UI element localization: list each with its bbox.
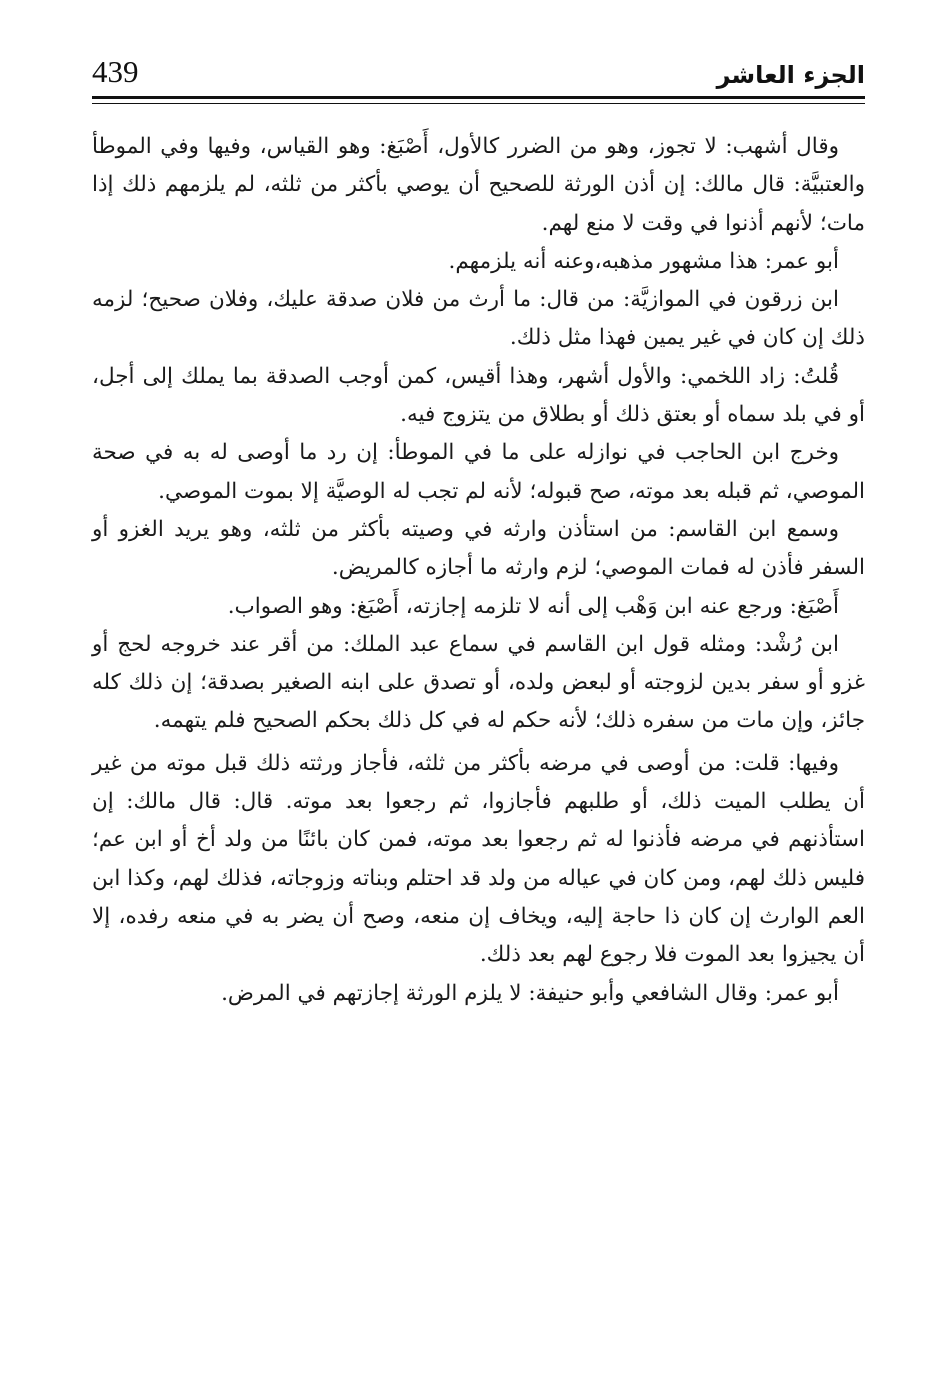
- paragraph: قُلتُ: زاد اللخمي: والأول أشهر، وهذا أقيس، كمن أوجب الصدقة بما يملك إلى أجل، أو في بلد سماه أو بعتق ذلك أو بطلاق من يتزوج فيه.: [92, 363, 865, 428]
- paragraph: وفيها: قلت: من أوصى في مرضه بأكثر من ثلثه، فأجاز ورثته ذلك قبل موته من غير أن يطلب الميت ذلك، أو طلبهم فأجازوا، ثم رجعوا بعد موته. قال: قال مالك: إن استأذنهم في مرضه فأذنوا له ثم رجعوا بعد موته، فمن كان بائنًا من ولد أخ أو ابن عم؛ فليس ذلك لهم، ومن كان في عياله من ولد قد احتلم وبناته وزوجاته، فذلك لهم، وكذا ابن العم الوارث إن كان ذا حاجة إليه، ويخاف إن منعه، وصح أن يضر به في منعه رفده، إلا أن يجيزوا بعد الموت فلا رجوع لهم بعد ذلك.: [92, 750, 865, 968]
- paragraph: وسمع ابن القاسم: من استأذن وارثه في وصيته بأكثر من ثلثه، وهو يريد الغزو أو السفر فأذن له فمات الموصي؛ لزم وارثه ما أجازه كالمريض.: [92, 516, 865, 581]
- paragraph: ابن زرقون في الموازيَّة: من قال: ما أرث من فلان صدقة عليك، وفلان صحيح؛ لزمه ذلك إن كان في غير يمين فهذا مثل ذلك.: [92, 287, 865, 351]
- header-rule-thin: [92, 103, 865, 104]
- body-text: [92, 128, 865, 1013]
- paragraph: أبو عمر: وقال الشافعي وأبو حنيفة: لا يلزم الورثة إجازتهم في المرض.: [221, 980, 839, 1006]
- paragraph: ابن رُشْد: ومثله قول ابن القاسم في سماع عبد الملك: من أقر عند خروجه لحج أو غزو أو سفر بدين لزوجته أو لبعض ولده، أو تصدق على ابنه الصغير بصدقة؛ إن ذلك كله جائز، وإن مات من سفره ذلك؛ لأنه حكم له في كل ذلك بحكم الصحيح فلم يتهمه.: [92, 631, 865, 734]
- header-rule-thick: [92, 96, 865, 99]
- page-number: 439: [92, 54, 139, 89]
- paragraph: أبو عمر: هذا مشهور مذهبه،وعنه أنه يلزمهم.: [448, 248, 839, 274]
- paragraph: وخرج ابن الحاجب في نوازله على ما في الموطأ: إن رد ما أوصى له به في صحة الموصي، ثم قبله بعد موته، صح قبوله؛ لأنه لم تجب له الوصيَّة إلا بموت الموصي.: [92, 440, 865, 504]
- paragraph: أَصْبَغ: ورجع عنه ابن وَهْب إلى أنه لا تلزمه إجازته، أَصْبَغ: وهو الصواب.: [227, 593, 839, 619]
- page-header: [92, 52, 865, 100]
- paragraph: وقال أشهب: لا تجوز، وهو من الضرر كالأول، أَصْبَغ: وهو القياس، وفيها وفي الموطأ والعتبيَّة: قال مالك: إن أذن الورثة للصحيح أن يوصي بأكثر من ثلثه، لم يلزمهم ذلك إذا مات؛ لأنهم أذنوا في وقت لا منع لهم.: [92, 134, 865, 236]
- running-title: الجزء العاشر: [716, 61, 865, 89]
